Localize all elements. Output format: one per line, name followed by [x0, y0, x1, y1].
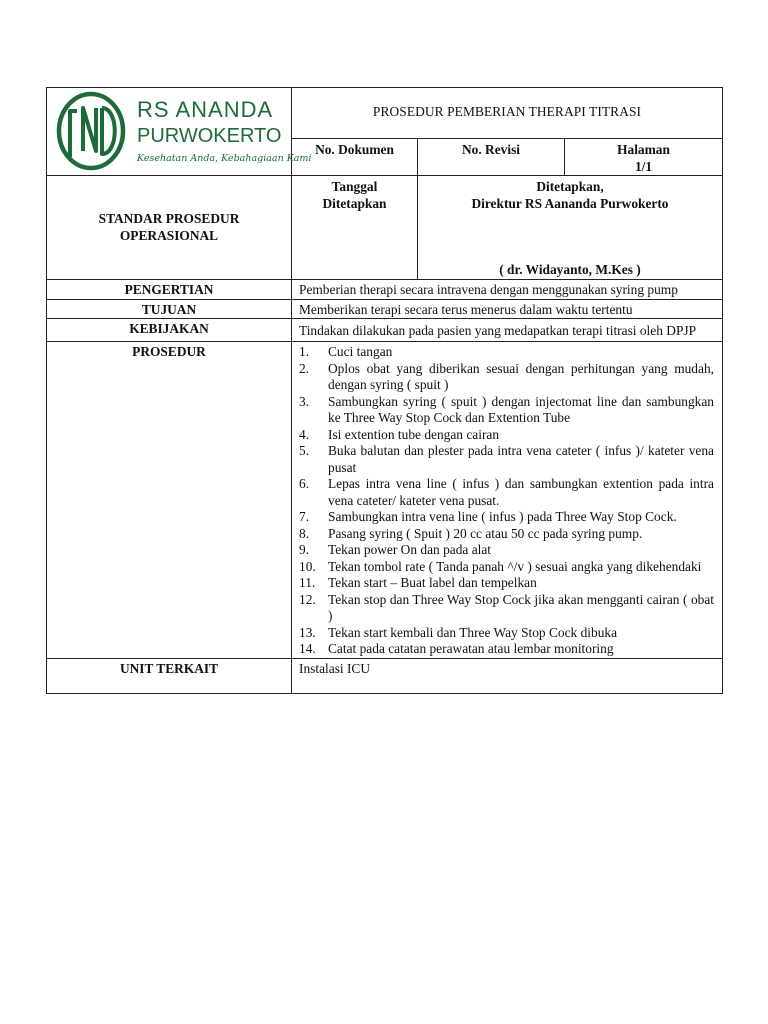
- step-text: Sambungkan syring ( spuit ) dengan injectomat line dan sambungkan ke Three Way Stop Cock dan Extention Tube: [328, 393, 714, 425]
- step-number: 12.: [299, 591, 316, 607]
- step-number: 2.: [299, 360, 310, 376]
- no-revisi-label: No. Revisi: [418, 139, 565, 176]
- prosedur-step: [299, 443, 714, 476]
- prosedur-label: PROSEDUR: [47, 342, 292, 659]
- prosedur-step: [299, 575, 714, 592]
- prosedur-steps-cell: [292, 342, 723, 659]
- sop-document: [46, 87, 722, 694]
- tujuan-label: TUJUAN: [47, 299, 292, 319]
- ditetapkan-cell: [418, 176, 723, 280]
- signatory-name: ( dr. Widayanto, M.Kes ): [499, 262, 641, 277]
- step-number: 1.: [299, 344, 310, 359]
- sop-table: [46, 87, 723, 694]
- step-text: Tekan tombol rate ( Tanda panah ^/v ) sesuai angka yang dikehendaki: [328, 558, 702, 574]
- hospital-logo: [53, 91, 312, 171]
- step-number: 11.: [299, 575, 316, 590]
- logo-tagline: Kesehatan Anda, Kebahagiaan Kami: [137, 153, 312, 164]
- step-number: 14.: [299, 641, 316, 656]
- step-number: 3.: [299, 393, 310, 409]
- step-text: Tekan start kembali dan Three Way Stop Cock dibuka: [328, 624, 618, 640]
- kebijakan-text: Tindakan dilakukan pada pasien yang medapatkan terapi titrasi oleh DPJP: [292, 319, 723, 342]
- step-text: Isi extention tube dengan cairan: [328, 426, 500, 442]
- step-number: 9.: [299, 542, 310, 557]
- prosedur-step: [299, 344, 714, 361]
- step-number: 8.: [299, 525, 310, 541]
- step-text: Sambungkan intra vena line ( infus ) pada Three Way Stop Cock.: [328, 509, 677, 524]
- prosedur-step: [299, 542, 714, 559]
- sop-label-line2: OPERASIONAL: [119, 227, 219, 243]
- halaman-cell: [565, 139, 723, 176]
- kebijakan-label: KEBIJAKAN: [47, 319, 292, 342]
- step-text: Tekan stop dan Three Way Stop Cock jika akan mengganti cairan ( obat ): [328, 591, 714, 623]
- tanggal-line2: Ditetapkan: [322, 195, 387, 211]
- halaman-label: Halaman: [617, 142, 670, 157]
- prosedur-step: [299, 559, 714, 576]
- prosedur-step: [299, 476, 714, 509]
- no-dokumen-label: No. Dokumen: [292, 139, 418, 176]
- step-number: 5.: [299, 443, 310, 458]
- logo-name-line1: RS ANANDA: [137, 97, 274, 122]
- step-text: Cuci tangan: [328, 344, 393, 359]
- step-number: 13.: [299, 624, 316, 640]
- tanggal-line1: Tanggal: [331, 179, 378, 194]
- step-number: 10.: [299, 558, 316, 574]
- ditetapkan-line2: Direktur RS Aananda Purwokerto: [471, 195, 669, 211]
- prosedur-step: [299, 592, 714, 625]
- prosedur-step: [299, 526, 714, 543]
- prosedur-step: [299, 641, 714, 658]
- halaman-value: 1/1: [634, 158, 653, 174]
- step-text: Tekan power On dan pada alat: [328, 542, 492, 557]
- ditetapkan-line1: Ditetapkan,: [536, 179, 604, 194]
- step-text: Catat pada catatan perawatan atau lembar monitoring: [328, 641, 614, 656]
- logo-name-line2: PURWOKERTO: [137, 125, 282, 147]
- prosedur-step: [299, 361, 714, 394]
- step-text: Oplos obat yang diberikan sesuai dengan perhitungan yang mudah, dengan syring ( spuit ): [328, 360, 714, 392]
- step-text: Tekan start – Buat label dan tempelkan: [328, 575, 537, 590]
- prosedur-step: [299, 394, 714, 427]
- logo-cell: [47, 88, 312, 176]
- unit-terkait-label: UNIT TERKAIT: [47, 658, 292, 693]
- document-title: PROSEDUR PEMBERIAN THERAPI TITRASI: [292, 88, 723, 139]
- tanggal-ditetapkan-cell: [292, 176, 418, 280]
- unit-terkait-text: Instalasi ICU: [292, 658, 723, 693]
- prosedur-step: [299, 427, 714, 444]
- pengertian-text: Pemberian therapi secara intravena dengan menggunakan syring pump: [292, 280, 723, 300]
- prosedur-step: [299, 509, 714, 526]
- step-number: 7.: [299, 509, 310, 524]
- step-text: Buka balutan dan plester pada intra vena cateter ( infus )/ kateter vena pusat: [328, 443, 714, 475]
- sop-label-line1: STANDAR PROSEDUR: [98, 211, 240, 226]
- step-number: 4.: [299, 426, 310, 442]
- step-number: 6.: [299, 476, 310, 491]
- pengertian-label: PENGERTIAN: [47, 280, 292, 300]
- tujuan-text: Memberikan terapi secara terus menerus dalam waktu tertentu: [292, 299, 723, 319]
- step-text: Lepas intra vena line ( infus ) dan sambungkan extention pada intra vena cateter/ kateter vena pusat.: [328, 476, 714, 508]
- step-text: Pasang syring ( Spuit ) 20 cc atau 50 cc pada syring pump.: [328, 525, 643, 541]
- sop-label-cell: [47, 176, 292, 280]
- prosedur-steps-list: [299, 344, 714, 658]
- prosedur-step: [299, 625, 714, 642]
